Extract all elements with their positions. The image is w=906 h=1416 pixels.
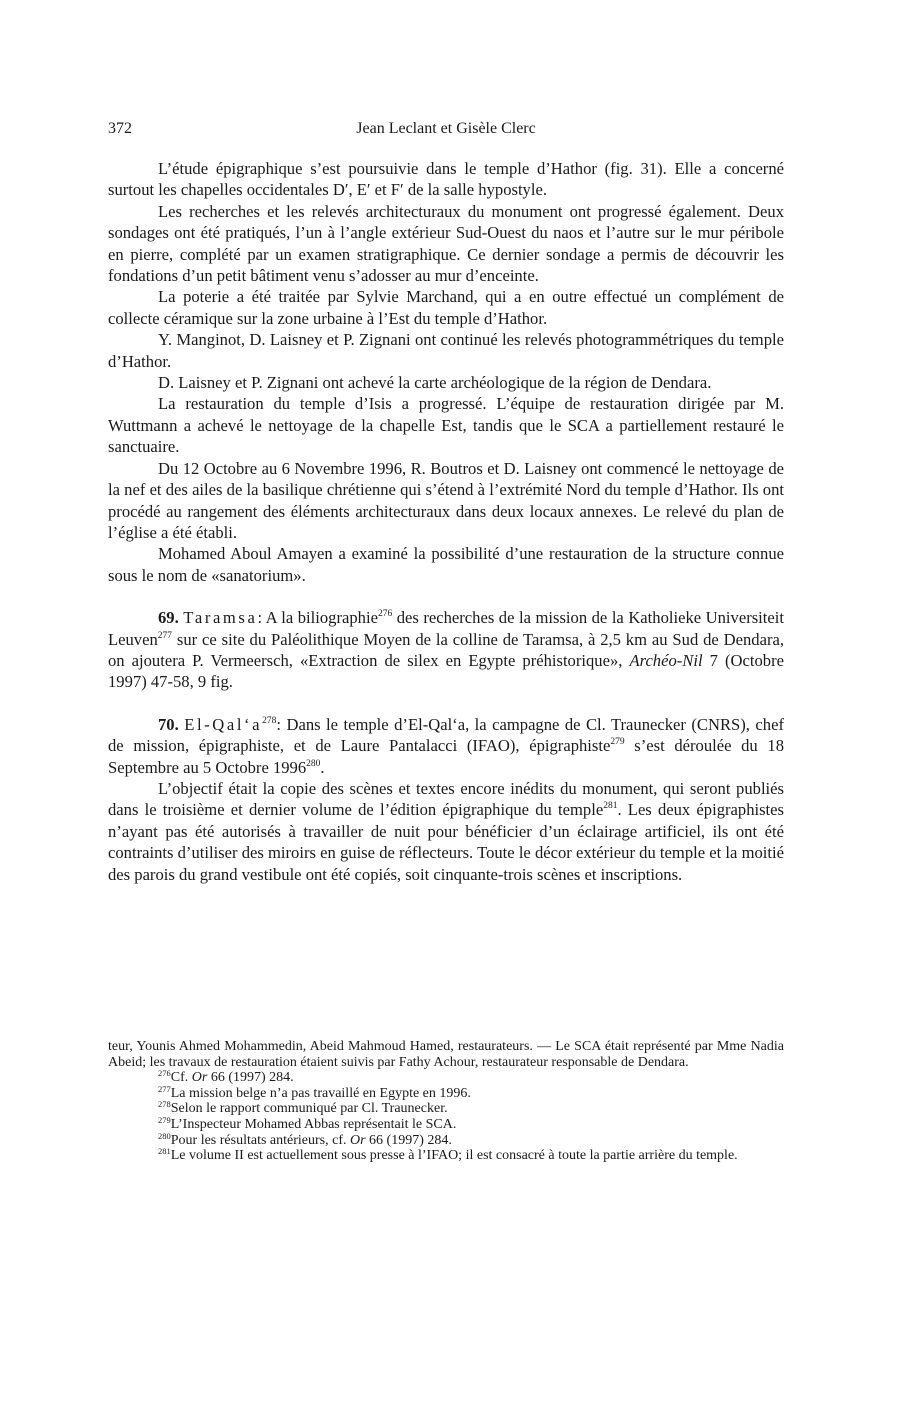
text-run: . Les deux épigraphistes n’ayant pas été autorisés à travailler de nuit pour bénéficier d’un éclairage artificiel, ils ont été contraints d’utiliser des miroirs en guise de réflecteurs. Toute le décor extérieur du temple et la moitié des parois du grand vestibule ont été copiés, soit cinquante-trois scènes et inscriptions. bbox=[108, 800, 784, 884]
footnote-number: 278 bbox=[158, 1099, 171, 1110]
text-run: 66 (1997) 284. bbox=[207, 1070, 294, 1086]
text-run: Selon le rapport communiqué par Cl. Traunecker. bbox=[170, 1101, 448, 1117]
footnote-281 bbox=[108, 1148, 784, 1164]
paragraph-sanatorium: Mohamed Aboul Amayen a examiné la possibilité d’une restauration de la structure connue sous le nom de «sanatorium». bbox=[108, 544, 784, 585]
paragraph-isis-restoration: La restauration du temple d’Isis a progressé. L’équipe de restauration dirigée par M. Wuttmann a achevé le nettoyage de la chapelle Est, tandis que le SCA a partiellement restauré le sanctuaire. bbox=[108, 394, 784, 457]
page bbox=[108, 112, 784, 885]
paragraph-architecture: Les recherches et les relevés architecturaux du monument ont progressé également. Deux sondages ont été pratiqués, l’un à l’angle extérieur Sud-Ouest du naos et l’autre sur le mur péribole en pierre, complété par un examen stratigraphique. Ce dernier sondage a permis de découvrir les fondations d’un petit bâtiment venu s’adosser au mur d’enceinte. bbox=[108, 201, 784, 286]
footnote-number: 279 bbox=[158, 1114, 171, 1125]
paragraph-epigraphy: L’étude épigraphique s’est poursuivie dans le temple d’Hathor (fig. 31). Elle a concerné surtout les chapelles occidentales D′, E′ et F′ de la salle hypostyle. bbox=[108, 159, 784, 200]
section-number: 70. bbox=[158, 714, 179, 734]
running-title: Jean Leclant et Gisèle Clerc bbox=[356, 120, 536, 137]
text-run: des recherches de la mission de la Katholieke Universiteit Leuven bbox=[108, 608, 784, 649]
footnote-continuation: teur, Younis Ahmed Mohammedin, Abeid Mahmoud Hamed, restaurateurs. — Le SCA était représenté par Mme Nadia Abeid; les travaux de restauration étaient suivis par Fathy Achour, restaurateur responsable de Dendara. bbox=[108, 1039, 784, 1070]
footnote-ref: 277 bbox=[157, 630, 173, 641]
section-70 bbox=[108, 714, 784, 885]
text-run: : A la biliographie bbox=[257, 608, 378, 628]
footnote-number: 276 bbox=[158, 1068, 171, 1079]
footnote-ref: 279 bbox=[610, 737, 625, 748]
site-name: El-Qal‘a bbox=[184, 714, 263, 734]
footnote-280 bbox=[108, 1130, 784, 1149]
text-run: Le volume II est actuellement sous presse à l’IFAO; il est consacré à toute la partie arrière du temple. bbox=[170, 1148, 738, 1164]
section-70-paragraph-2 bbox=[108, 778, 784, 885]
text-run: s’est déroulée du 18 Septembre au 5 Octobre 1996 bbox=[108, 736, 784, 777]
page-number: 372 bbox=[108, 120, 132, 137]
section-69 bbox=[108, 607, 784, 693]
text-run: L’Inspecteur Mohamed Abbas représentait le SCA. bbox=[170, 1116, 457, 1132]
footnote-277 bbox=[108, 1083, 784, 1102]
section-70-paragraph bbox=[108, 714, 784, 778]
site-name: Taramsa bbox=[183, 608, 258, 628]
footnote-276 bbox=[108, 1070, 784, 1086]
journal-title: Archéo-Nil bbox=[629, 650, 703, 670]
footnote-number: 281 bbox=[158, 1146, 171, 1157]
text-run: 66 (1997) 284. bbox=[365, 1132, 452, 1148]
footnote-ref: 278 bbox=[262, 715, 277, 726]
text-run: Cf. bbox=[170, 1070, 192, 1086]
main-text bbox=[108, 158, 784, 885]
text-run: Pour les résultats antérieurs, cf. bbox=[170, 1132, 350, 1148]
section-69-paragraph bbox=[108, 607, 784, 693]
footnote-ref: 280 bbox=[306, 758, 321, 769]
footnotes bbox=[108, 1039, 784, 1164]
section-number: 69. bbox=[158, 608, 179, 628]
footnote-number: 277 bbox=[158, 1083, 171, 1094]
text-run: La mission belge n’a pas travaillé en Egypte en 1996. bbox=[170, 1085, 471, 1101]
journal-title: Or bbox=[191, 1070, 208, 1086]
text-run: sur ce site du Paléolithique Moyen de la colline de Taramsa, à 2,5 km au Sud de Dendara, on ajoutera P. Vermeersch, «Extraction de silex en Egypte préhistorique», bbox=[108, 629, 784, 670]
running-head bbox=[108, 112, 784, 140]
journal-title: Or bbox=[349, 1132, 366, 1148]
paragraph-photogrammetry: Y. Manginot, D. Laisney et P. Zignani ont continué les relevés photogrammétriques du temple d’Hathor. bbox=[108, 330, 784, 371]
footnote-279 bbox=[108, 1114, 784, 1133]
footnote-ref: 281 bbox=[603, 801, 618, 812]
paragraph-map: D. Laisney et P. Zignani ont achevé la carte archéologique de la région de Dendara. bbox=[158, 373, 712, 393]
footnote-number: 280 bbox=[158, 1130, 171, 1141]
footnote-278 bbox=[108, 1101, 784, 1117]
paragraph-pottery: La poterie a été traitée par Sylvie Marchand, qui a en outre effectué un complément de collecte céramique sur la zone urbaine à l’Est du temple d’Hathor. bbox=[108, 287, 784, 328]
text-run: . bbox=[320, 757, 325, 777]
footnote-ref: 276 bbox=[377, 609, 393, 620]
text-run: L’objectif était la copie des scènes et textes encore inédits du monument, qui seront publiés dans le troisième et dernier volume de l’édition épigraphique du temple bbox=[108, 778, 784, 820]
paragraph-basilica: Du 12 Octobre au 6 Novembre 1996, R. Boutros et D. Laisney ont commencé le nettoyage de la nef et des ailes de la basilique chrétienne qui s’étend à l’extrémité Nord du temple d’Hathor. Ils ont procédé au rangement des éléments architecturaux dans deux locaux annexes. Le relevé du plan de l’église a été établi. bbox=[108, 458, 784, 542]
text-run: : Dans le temple d’El-Qal‘a, la campagne de Cl. Traunecker (CNRS), chef de mission, épigraphiste, et de Laure Pantalacci (IFAO), épigraphiste bbox=[108, 714, 784, 756]
text-run: 7 (Octobre 1997) 47-58, 9 fig. bbox=[108, 650, 784, 692]
